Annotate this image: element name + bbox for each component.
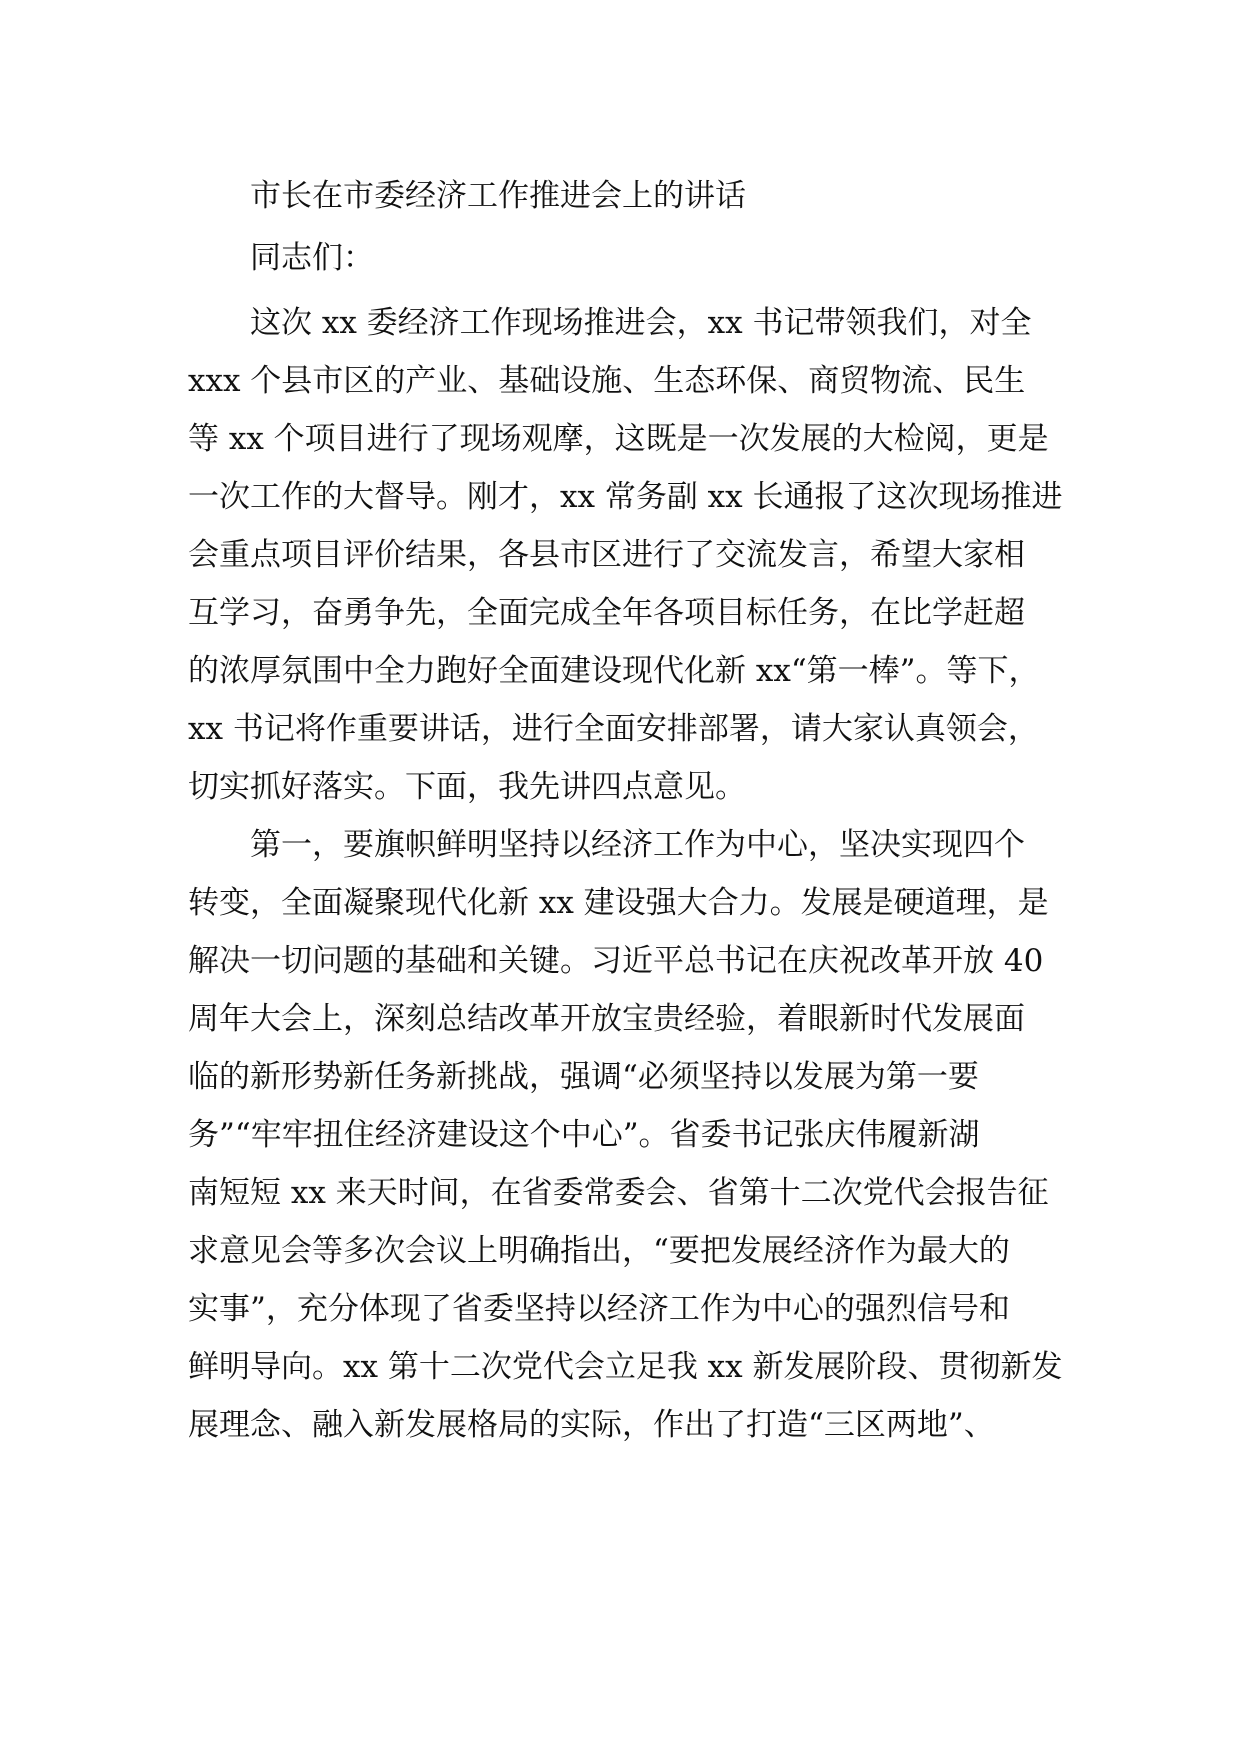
body-line: 展理念、融入新发展格局的实际，作出了打造“三区两地”、 bbox=[188, 1407, 995, 1443]
body-line: 这次 xx 委经济工作现场推进会，xx 书记带领我们，对全 bbox=[250, 305, 1032, 341]
body-line: 南短短 xx 来天时间，在省委常委会、省第十二次党代会报告征 bbox=[188, 1175, 1049, 1211]
body-line: 转变，全面凝聚现代化新 xx 建设强大合力。发展是硬道理，是 bbox=[188, 885, 1049, 921]
body-line: 务”“牢牢扭住经济建设这个中心”。省委书记张庆伟履新湖 bbox=[188, 1117, 980, 1153]
salutation: 同志们： bbox=[250, 240, 374, 276]
body-line: 切实抓好落实。下面，我先讲四点意见。 bbox=[188, 769, 746, 805]
body-line: 周年大会上，深刻总结改革开放宝贵经验，着眼新时代发展面 bbox=[188, 1001, 1025, 1037]
body-line: xx 书记将作重要讲话，进行全面安排部署，请大家认真领会， bbox=[188, 711, 1039, 747]
body-line: 会重点项目评价结果，各县市区进行了交流发言，希望大家相 bbox=[188, 537, 1025, 573]
body-line: 临的新形势新任务新挑战，强调“必须坚持以发展为第一要 bbox=[188, 1059, 979, 1095]
document-title: 市长在市委经济工作推进会上的讲话 bbox=[250, 178, 746, 214]
body-line: xxx 个县市区的产业、基础设施、生态环保、商贸物流、民生 bbox=[188, 363, 1026, 399]
body-line: 第一，要旗帜鲜明坚持以经济工作为中心，坚决实现四个 bbox=[250, 827, 1025, 863]
body-line: 一次工作的大督导。刚才，xx 常务副 xx 长通报了这次现场推进 bbox=[188, 479, 1063, 515]
body-line: 的浓厚氛围中全力跑好全面建设现代化新 xx“第一棒”。等下， bbox=[188, 653, 1040, 689]
body-line: 鲜明导向。xx 第十二次党代会立足我 xx 新发展阶段、贯彻新发 bbox=[188, 1349, 1063, 1385]
body-line: 实事”，充分体现了省委坚持以经济工作为中心的强烈信号和 bbox=[188, 1291, 1010, 1327]
body-line: 等 xx 个项目进行了现场观摩，这既是一次发展的大检阅，更是 bbox=[188, 421, 1049, 457]
body-line: 解决一切问题的基础和关键。习近平总书记在庆祝改革开放 40 bbox=[188, 943, 1044, 979]
body-line: 求意见会等多次会议上明确指出，“要把发展经济作为最大的 bbox=[188, 1233, 1010, 1269]
body-line: 互学习，奋勇争先，全面完成全年各项目标任务，在比学赶超 bbox=[188, 595, 1025, 631]
